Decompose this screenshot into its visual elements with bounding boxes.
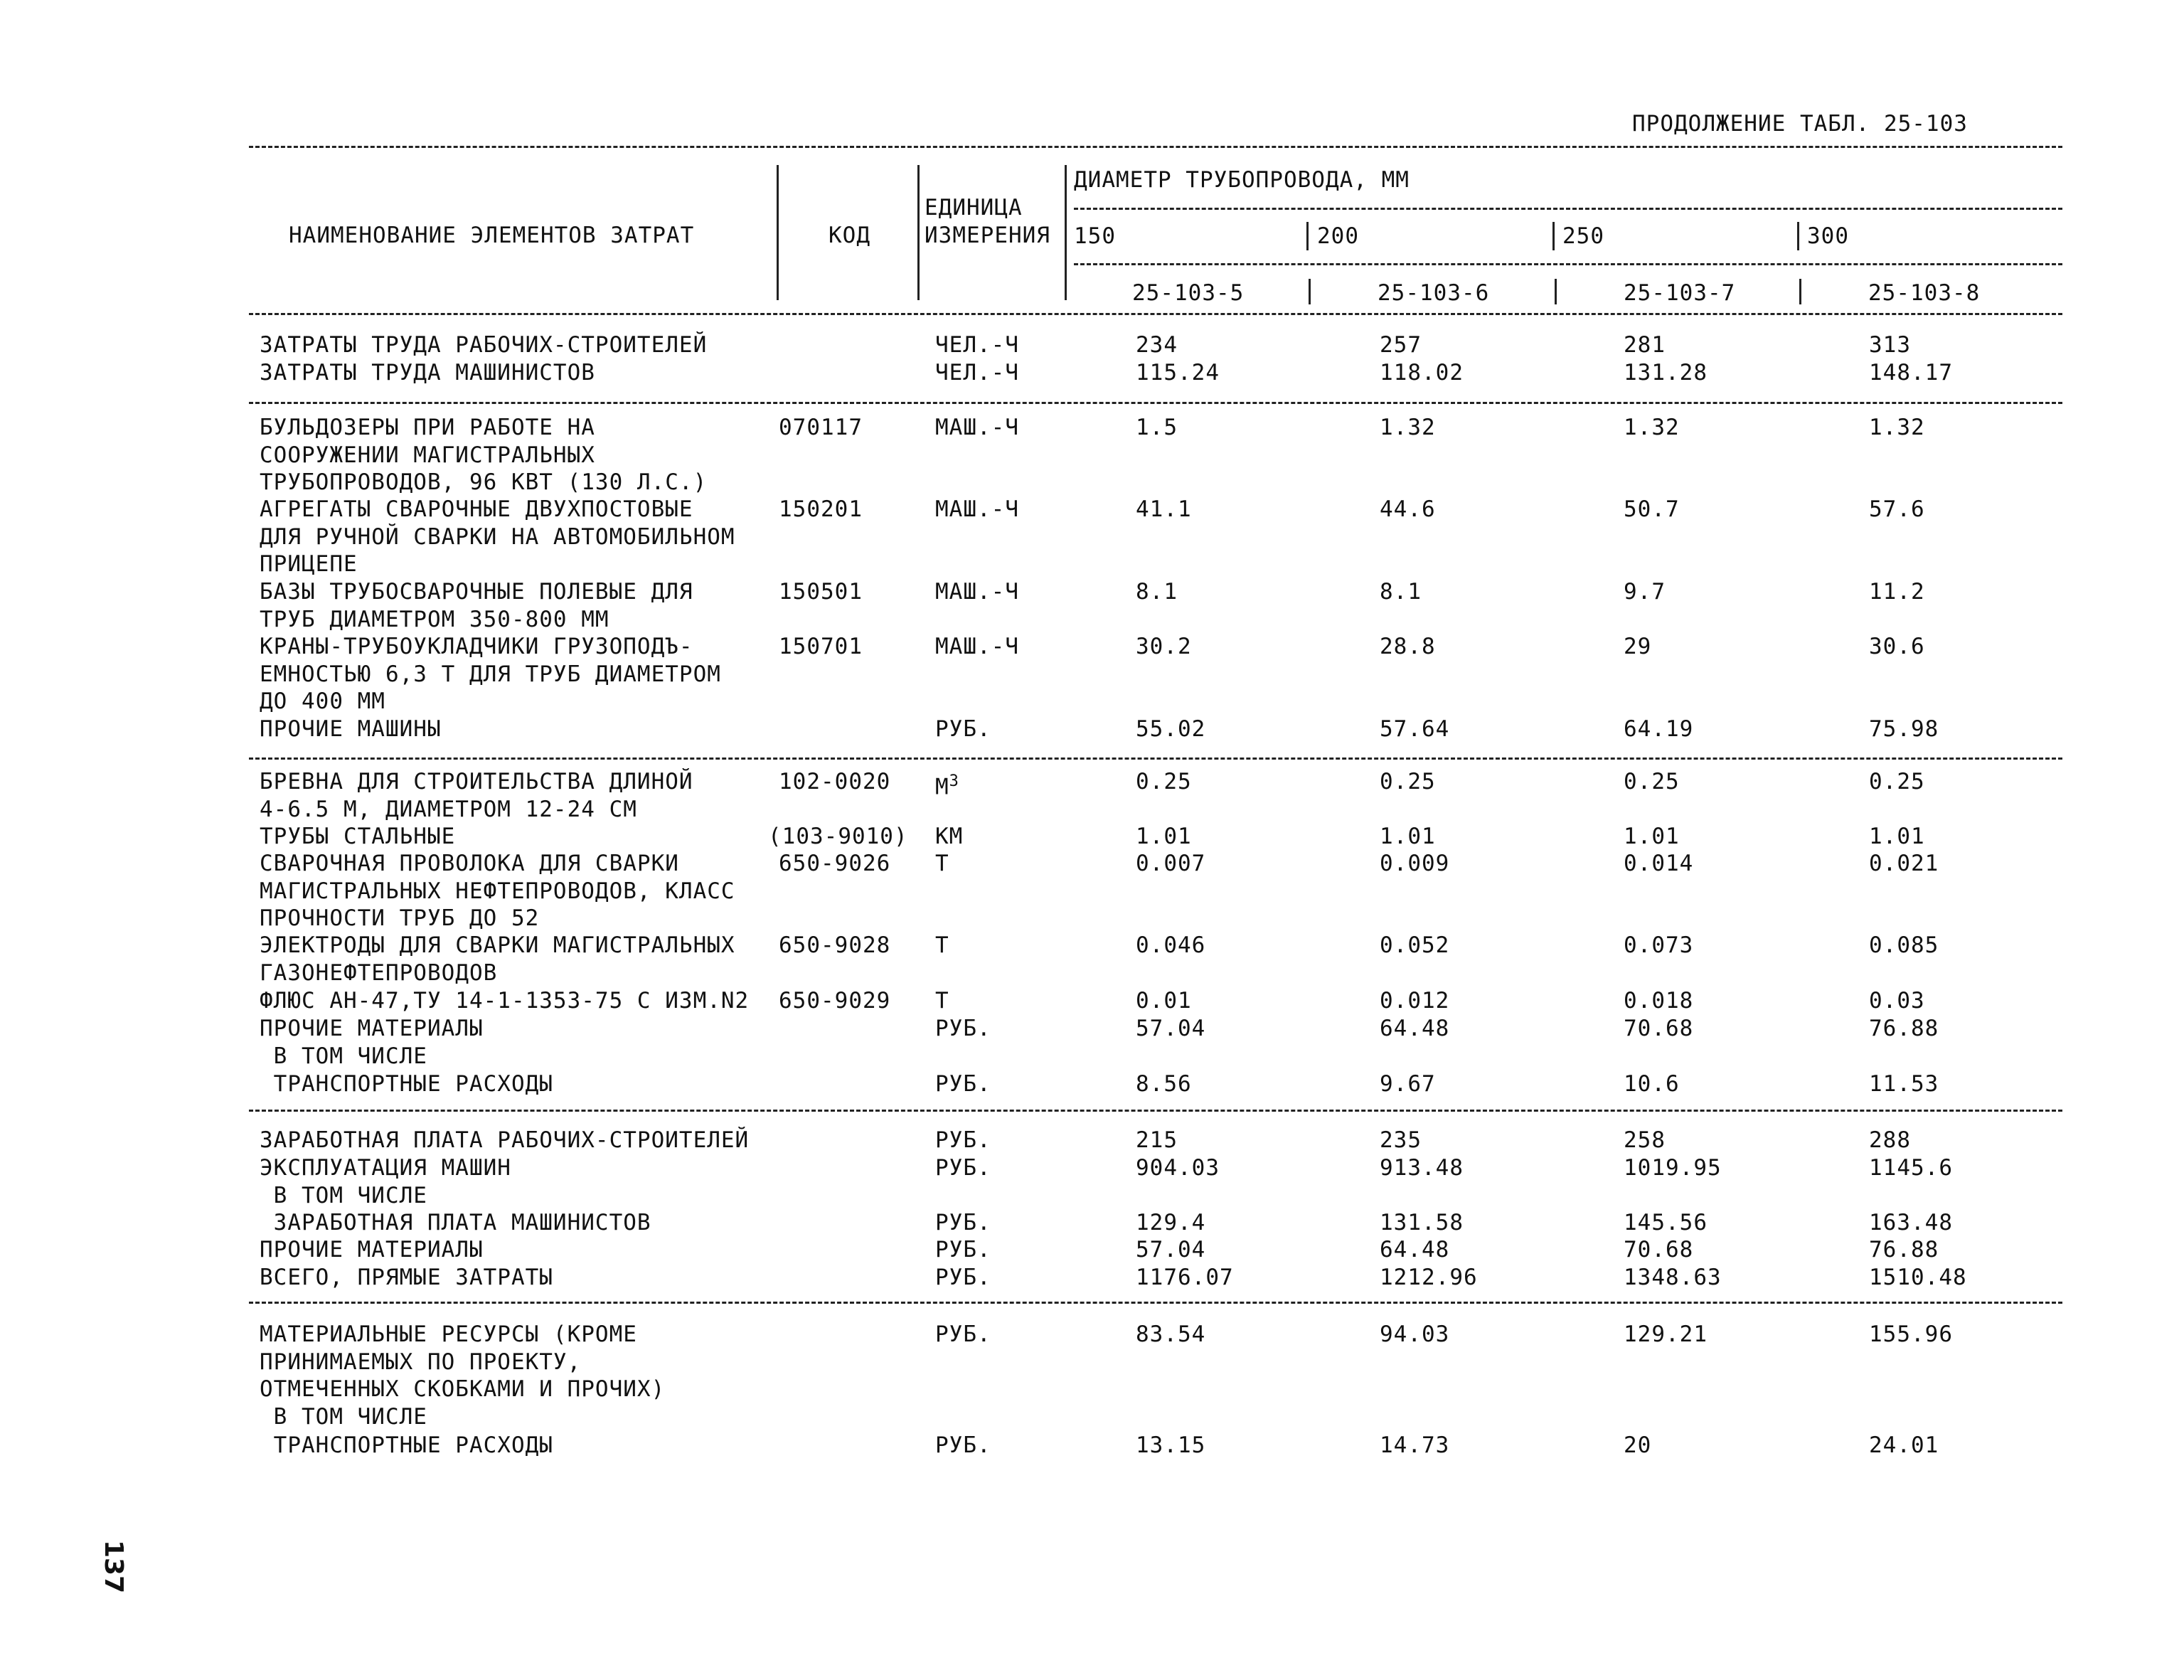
header-code: КОД bbox=[829, 223, 870, 248]
row-name: БАЗЫ ТРУБОСВАРОЧНЫЕ ПОЛЕВЫЕ ДЛЯ bbox=[260, 579, 693, 605]
row-value: 70.68 bbox=[1624, 1016, 1694, 1041]
row-value: 64.19 bbox=[1624, 716, 1694, 742]
row-name: ТРУБ ДИАМЕТРОМ 350-800 ММ bbox=[260, 606, 609, 632]
row-value: 235 bbox=[1380, 1127, 1422, 1153]
row-value: 904.03 bbox=[1136, 1155, 1220, 1181]
row-value: 55.02 bbox=[1136, 716, 1206, 742]
row-value: 57.04 bbox=[1136, 1237, 1206, 1262]
row-value: 0.03 bbox=[1869, 988, 1925, 1014]
row-value: 215 bbox=[1136, 1127, 1178, 1153]
row-unit: МАШ.-Ч bbox=[935, 634, 1019, 659]
row-value: 281 bbox=[1624, 332, 1666, 358]
row-value: 1.5 bbox=[1136, 415, 1178, 440]
row-name: 4-6.5 М, ДИАМЕТРОМ 12-24 СМ bbox=[260, 796, 637, 822]
row-name: ЭКСПЛУАТАЦИЯ МАШИН bbox=[260, 1155, 511, 1181]
row-code: 650-9029 bbox=[779, 988, 891, 1014]
row-value: 0.085 bbox=[1869, 932, 1939, 958]
row-name: ПРИНИМАЕМЫХ ПО ПРОЕКТУ, bbox=[260, 1349, 582, 1375]
row-value: 913.48 bbox=[1380, 1155, 1464, 1181]
row-name: В ТОМ ЧИСЛЕ bbox=[260, 1043, 427, 1069]
row-value: 83.54 bbox=[1136, 1322, 1206, 1347]
row-name: ПРОЧИЕ МАТЕРИАЛЫ bbox=[260, 1237, 484, 1262]
row-value: 30.6 bbox=[1869, 634, 1925, 659]
row-value: 115.24 bbox=[1136, 360, 1220, 386]
row-value: 14.73 bbox=[1380, 1432, 1450, 1458]
header-size: 150 bbox=[1074, 223, 1116, 249]
row-value: 0.01 bbox=[1136, 988, 1192, 1014]
row-code: 150701 bbox=[779, 634, 863, 659]
rule-group bbox=[249, 1302, 2062, 1304]
row-name: ТРУБОПРОВОДОВ, 96 КВТ (130 Л.С.) bbox=[260, 469, 708, 495]
row-value: 131.28 bbox=[1624, 360, 1708, 386]
row-unit: РУБ. bbox=[935, 1016, 991, 1041]
header-norm: 25-103-7 bbox=[1624, 280, 1736, 306]
header-vertical-rule bbox=[1309, 279, 1311, 304]
header-vertical-rule bbox=[1065, 165, 1067, 300]
row-name: ГАЗОНЕФТЕПРОВОДОВ bbox=[260, 959, 498, 986]
row-value: 0.25 bbox=[1136, 769, 1192, 794]
row-value: 0.25 bbox=[1380, 769, 1436, 794]
row-name: ДЛЯ РУЧНОЙ СВАРКИ НА АВТОМОБИЛЬНОМ bbox=[260, 523, 735, 550]
row-value: 0.007 bbox=[1136, 851, 1206, 876]
header-unit-line2: ИЗМЕРЕНИЯ bbox=[925, 223, 1050, 248]
row-unit: РУБ. bbox=[935, 1210, 991, 1235]
row-name: БРЕВНА ДЛЯ СТРОИТЕЛЬСТВА ДЛИНОЙ bbox=[260, 769, 693, 794]
row-name: ВСЕГО, ПРЯМЫЕ ЗАТРАТЫ bbox=[260, 1265, 553, 1290]
row-unit: РУБ. bbox=[935, 1265, 991, 1290]
row-code: 150501 bbox=[779, 579, 863, 605]
header-unit-line1: ЕДИНИЦА bbox=[925, 195, 1023, 220]
row-name: ДО 400 ММ bbox=[260, 689, 385, 714]
row-value: 76.88 bbox=[1869, 1237, 1939, 1262]
header-name: НАИМЕНОВАНИЕ ЭЛЕМЕНТОВ ЗАТРАТ bbox=[289, 223, 695, 248]
row-value: 1.32 bbox=[1624, 415, 1680, 440]
row-value: 129.4 bbox=[1136, 1210, 1206, 1235]
row-value: 64.48 bbox=[1380, 1016, 1450, 1041]
row-unit: МАШ.-Ч bbox=[935, 579, 1019, 605]
row-name: ЗАТРАТЫ ТРУДА РАБОЧИХ-СТРОИТЕЛЕЙ bbox=[260, 332, 708, 358]
header-rule-sizes bbox=[1074, 263, 2062, 265]
row-code: 070117 bbox=[779, 415, 863, 440]
row-value: 0.009 bbox=[1380, 851, 1450, 876]
row-name: ПРОЧНОСТИ ТРУБ ДО 52 bbox=[260, 905, 540, 931]
row-value: 1.32 bbox=[1380, 415, 1436, 440]
row-name: ФЛЮС АН-47,ТУ 14-1-1353-75 С ИЗМ.N2 bbox=[260, 988, 750, 1014]
row-value: 0.018 bbox=[1624, 988, 1694, 1014]
row-code: 650-9026 bbox=[779, 851, 891, 876]
row-unit: Т bbox=[935, 988, 949, 1014]
header-norm: 25-103-5 bbox=[1132, 280, 1245, 306]
row-value: 0.012 bbox=[1380, 988, 1450, 1014]
row-code: (103-9010) bbox=[768, 824, 908, 849]
row-value: 50.7 bbox=[1624, 496, 1680, 522]
page-number: 137 bbox=[99, 1540, 128, 1594]
row-name: ОТМЕЧЕННЫХ СКОБКАМИ И ПРОЧИХ) bbox=[260, 1376, 666, 1402]
row-name: ПРОЧИЕ МАШИНЫ bbox=[260, 716, 442, 742]
row-name: МАГИСТРАЛЬНЫХ НЕФТЕПРОВОДОВ, КЛАСС bbox=[260, 878, 735, 904]
row-unit: МАШ.-Ч bbox=[935, 496, 1019, 522]
row-unit: РУБ. bbox=[935, 716, 991, 742]
unit-superscript: 3 bbox=[949, 772, 959, 790]
row-name: ПРИЦЕПЕ bbox=[260, 551, 358, 577]
row-name: ЕМНОСТЬЮ 6,3 Т ДЛЯ ТРУБ ДИАМЕТРОМ bbox=[260, 661, 721, 687]
row-value: 1.01 bbox=[1869, 824, 1925, 849]
header-vertical-rule bbox=[917, 165, 920, 300]
row-value: 131.58 bbox=[1380, 1210, 1464, 1235]
row-value: 0.073 bbox=[1624, 932, 1694, 958]
header-vertical-rule bbox=[1797, 222, 1799, 250]
row-name: ЭЛЕКТРОДЫ ДЛЯ СВАРКИ МАГИСТРАЛЬНЫХ bbox=[260, 932, 735, 958]
row-value: 129.21 bbox=[1624, 1322, 1708, 1347]
row-unit: РУБ. bbox=[935, 1432, 991, 1458]
row-value: 0.25 bbox=[1869, 769, 1925, 794]
row-value: 0.25 bbox=[1624, 769, 1680, 794]
rule-group bbox=[249, 1110, 2062, 1112]
row-value: 1348.63 bbox=[1624, 1265, 1722, 1290]
row-value: 1212.96 bbox=[1380, 1265, 1478, 1290]
header-vertical-rule bbox=[777, 165, 779, 300]
row-unit: РУБ. bbox=[935, 1322, 991, 1347]
row-value: 1176.07 bbox=[1136, 1265, 1234, 1290]
rule-group bbox=[249, 402, 2062, 404]
row-name: ТРАНСПОРТНЫЕ РАСХОДЫ bbox=[260, 1071, 553, 1097]
row-value: 44.6 bbox=[1380, 496, 1436, 522]
row-value: 9.67 bbox=[1380, 1071, 1436, 1097]
row-name: ТРАНСПОРТНЫЕ РАСХОДЫ bbox=[260, 1432, 553, 1458]
row-unit: КМ bbox=[935, 824, 964, 849]
row-name: БУЛЬДОЗЕРЫ ПРИ РАБОТЕ НА bbox=[260, 415, 595, 440]
rule-header-bottom bbox=[249, 313, 2062, 315]
row-value: 0.021 bbox=[1869, 851, 1939, 876]
row-value: 11.2 bbox=[1869, 579, 1925, 605]
row-name: ТРУБЫ СТАЛЬНЫЕ bbox=[260, 824, 456, 849]
row-value: 28.8 bbox=[1380, 634, 1436, 659]
rule-top bbox=[249, 146, 2062, 148]
row-value: 155.96 bbox=[1869, 1322, 1953, 1347]
row-value: 118.02 bbox=[1380, 360, 1464, 386]
row-value: 30.2 bbox=[1136, 634, 1192, 659]
continuation-label: ПРОДОЛЖЕНИЕ ТАБЛ. 25-103 bbox=[1632, 111, 1968, 137]
row-name: В ТОМ ЧИСЛЕ bbox=[260, 1182, 427, 1208]
row-value: 1.01 bbox=[1136, 824, 1192, 849]
row-unit: РУБ. bbox=[935, 1237, 991, 1262]
header-size: 300 bbox=[1807, 223, 1849, 249]
row-value: 0.014 bbox=[1624, 851, 1694, 876]
row-code: 102-0020 bbox=[779, 769, 891, 794]
row-value: 145.56 bbox=[1624, 1210, 1708, 1235]
row-value: 8.56 bbox=[1136, 1071, 1192, 1097]
row-name: КРАНЫ-ТРУБОУКЛАДЧИКИ ГРУЗОПОДЪ- bbox=[260, 634, 693, 659]
row-name: СООРУЖЕНИИ МАГИСТРАЛЬНЫХ bbox=[260, 442, 595, 468]
row-unit: ЧЕЛ.-Ч bbox=[935, 332, 1019, 358]
row-value: 257 bbox=[1380, 332, 1422, 358]
row-value: 234 bbox=[1136, 332, 1178, 358]
row-value: 1145.6 bbox=[1869, 1155, 1953, 1181]
row-value: 76.88 bbox=[1869, 1016, 1939, 1041]
row-value: 1.01 bbox=[1624, 824, 1680, 849]
row-name: ЗАРАБОТНАЯ ПЛАТА РАБОЧИХ-СТРОИТЕЛЕЙ bbox=[260, 1127, 750, 1153]
row-value: 313 bbox=[1869, 332, 1911, 358]
row-value: 57.6 bbox=[1869, 496, 1925, 522]
row-unit: РУБ. bbox=[935, 1127, 991, 1153]
header-vertical-rule bbox=[1552, 222, 1555, 250]
row-value: 258 bbox=[1624, 1127, 1666, 1153]
row-value: 1.01 bbox=[1380, 824, 1436, 849]
row-value: 11.53 bbox=[1869, 1071, 1939, 1097]
row-unit: РУБ. bbox=[935, 1071, 991, 1097]
header-vertical-rule bbox=[1306, 222, 1309, 250]
row-value: 20 bbox=[1624, 1432, 1652, 1458]
row-unit: Т bbox=[935, 932, 949, 958]
row-value: 8.1 bbox=[1136, 579, 1178, 605]
row-name: СВАРОЧНАЯ ПРОВОЛОКА ДЛЯ СВАРКИ bbox=[260, 851, 679, 876]
row-value: 41.1 bbox=[1136, 496, 1192, 522]
header-size: 250 bbox=[1562, 223, 1604, 249]
row-unit: МАШ.-Ч bbox=[935, 415, 1019, 440]
row-value: 0.046 bbox=[1136, 932, 1206, 958]
row-name: ЗАТРАТЫ ТРУДА МАШИНИСТОВ bbox=[260, 360, 595, 386]
row-value: 13.15 bbox=[1136, 1432, 1206, 1458]
header-norm: 25-103-6 bbox=[1378, 280, 1490, 306]
row-value: 24.01 bbox=[1869, 1432, 1939, 1458]
row-value: 1.32 bbox=[1869, 415, 1925, 440]
row-value: 57.04 bbox=[1136, 1016, 1206, 1041]
row-code: 150201 bbox=[779, 496, 863, 522]
row-name: МАТЕРИАЛЬНЫЕ РЕСУРСЫ (КРОМЕ bbox=[260, 1322, 637, 1347]
header-diameter: ДИАМЕТР ТРУБОПРОВОДА, ММ bbox=[1074, 167, 1410, 193]
row-name: ПРОЧИЕ МАТЕРИАЛЫ bbox=[260, 1016, 484, 1041]
row-value: 163.48 bbox=[1869, 1210, 1953, 1235]
row-value: 75.98 bbox=[1869, 716, 1939, 742]
header-norm: 25-103-8 bbox=[1868, 280, 1981, 306]
row-value: 9.7 bbox=[1624, 579, 1666, 605]
row-value: 148.17 bbox=[1869, 360, 1953, 386]
row-name: В ТОМ ЧИСЛЕ bbox=[260, 1403, 427, 1430]
row-value: 70.68 bbox=[1624, 1237, 1694, 1262]
row-code: 650-9028 bbox=[779, 932, 891, 958]
row-value: 10.6 bbox=[1624, 1071, 1680, 1097]
row-unit: Т bbox=[935, 851, 949, 876]
header-vertical-rule bbox=[1799, 279, 1801, 304]
row-name: ЗАРАБОТНАЯ ПЛАТА МАШИНИСТОВ bbox=[260, 1210, 651, 1235]
row-value: 8.1 bbox=[1380, 579, 1422, 605]
row-name: АГРЕГАТЫ СВАРОЧНЫЕ ДВУХПОСТОВЫЕ bbox=[260, 496, 693, 522]
row-value: 29 bbox=[1624, 634, 1652, 659]
row-value: 94.03 bbox=[1380, 1322, 1450, 1347]
rule-group bbox=[249, 757, 2062, 760]
row-value: 1510.48 bbox=[1869, 1265, 1967, 1290]
header-vertical-rule bbox=[1555, 279, 1557, 304]
row-value: 0.052 bbox=[1380, 932, 1450, 958]
row-value: 1019.95 bbox=[1624, 1155, 1722, 1181]
row-unit: РУБ. bbox=[935, 1155, 991, 1181]
row-unit: $М^3$ bbox=[935, 772, 959, 800]
row-value: 57.64 bbox=[1380, 716, 1450, 742]
row-unit: ЧЕЛ.-Ч bbox=[935, 360, 1019, 386]
header-size: 200 bbox=[1317, 223, 1359, 249]
row-value: 288 bbox=[1869, 1127, 1911, 1153]
row-value: 64.48 bbox=[1380, 1237, 1450, 1262]
header-rule-diameter bbox=[1074, 208, 2062, 210]
